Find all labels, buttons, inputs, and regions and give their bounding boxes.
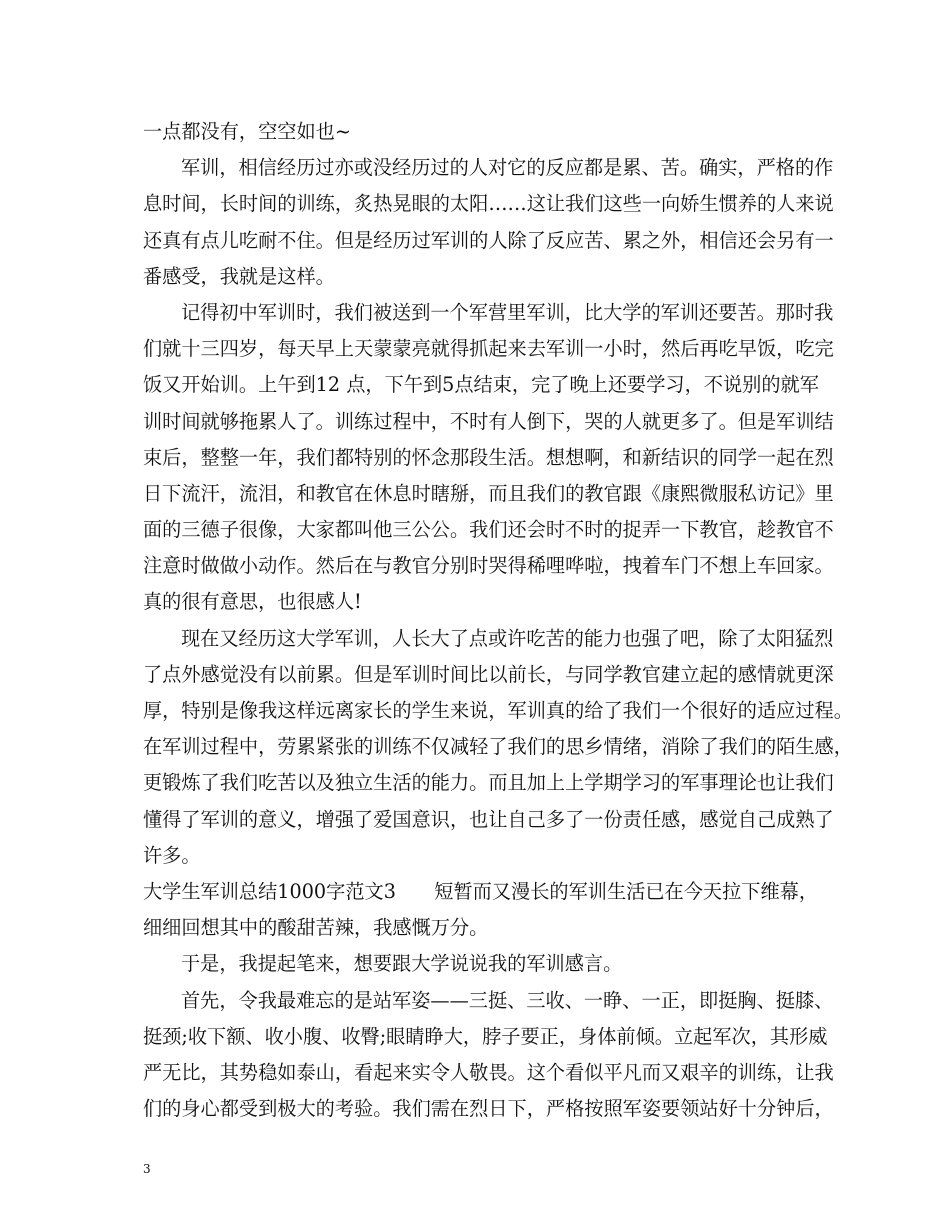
page-number: 3 — [143, 1162, 151, 1176]
text-line: 严无比，其势稳如泰山，看起来实令人敬畏。这个看似平凡而又艰辛的训练，让我 — [143, 1060, 834, 1084]
text-line: 还真有点儿吃耐不住。但是经历过军训的人除了反应苦、累之外，相信还会另有一 — [143, 228, 834, 252]
text-line: 息时间，长时间的训练，炙热晃眼的太阳……这让我们这些一向娇生惯养的人来说 — [143, 192, 834, 216]
section-heading-line: 大学生军训总结1000字范文3 短暂而又漫长的军训生活已在今天拉下维幕， — [143, 879, 819, 903]
text-line: 面的三德子很像，大家都叫他三公公。我们还会时不时的捉弄一下教官，趁教官不 — [143, 518, 834, 542]
paragraph-start-line: 首先，令我最难忘的是站军姿——三挺、三收、一睁、一正，即挺胸、挺膝、 — [181, 988, 834, 1012]
text-line: 们就十三四岁，每天早上天蒙蒙亮就得抓起来去军训一小时，然后再吃早饭，吃完 — [143, 337, 834, 361]
text-line: 训时间就够拖累人了。训练过程中，不时有人倒下，哭的人就更多了。但是军训结 — [143, 409, 834, 433]
text-line: 细细回想其中的酸甜苦辣，我感慨万分。 — [143, 916, 489, 940]
text-line: 厚，特别是像我这样远离家长的学生来说，军训真的给了我们一个很好的适应过程。 — [143, 699, 853, 722]
text-line: 了点外感觉没有以前累。但是军训时间比以前长，与同学教官建立起的感情就更深 — [143, 662, 834, 686]
text-line: 番感受，我就是这样。 — [143, 264, 335, 288]
document-body — [143, 114, 853, 1127]
text-line: 挺颈;收下额、收小腹、收臀;眼睛睁大，脖子要正，身体前倾。立起军次，其形威 — [143, 1024, 828, 1048]
text-line: 真的很有意思，也很感人! — [143, 590, 362, 614]
text-line: 束后，整整一年，我们都特别的怀念那段生活。想想啊，和新结识的同学一起在烈 — [143, 445, 834, 469]
text-line: 饭又开始训。上午到12 点，下午到5点结束，完了晚上还要学习，不说别的就军 — [143, 373, 819, 397]
text-line: 日下流汗，流泪，和教官在休息时瞎掰，而且我们的教官跟《康熙微服私访记》里 — [143, 481, 834, 505]
text-line: 懂得了军训的意义，增强了爱国意识，也让自己多了一份责任感，感觉自己成熟了 — [143, 807, 834, 831]
paragraph-start-line: 现在又经历这大学军训，人长大了点或许吃苦的能力也强了吧，除了太阳猛烈 — [181, 626, 834, 650]
text-line: 注意时做做小动作。然后在与教官分别时哭得稀哩哗啦，拽着车门不想上车回家。 — [143, 554, 834, 578]
paragraph-start-line: 于是，我提起笔来，想要跟大学说说我的军训感言。 — [181, 952, 623, 976]
paragraph-start-line: 军训，相信经历过亦或没经历过的人对它的反应都是累、苦。确实，严格的作 — [181, 156, 834, 180]
text-line: 在军训过程中，劳累紧张的训练不仅减轻了我们的思乡情绪，消除了我们的陌生感， — [143, 735, 853, 759]
paragraph-start-line: 记得初中军训时，我们被送到一个军营里军训，比大学的军训还要苦。那时我 — [181, 300, 834, 324]
text-line: 更锻炼了我们吃苦以及独立生活的能力。而且加上上学期学习的军事理论也让我们 — [143, 771, 834, 795]
text-line: 许多。 — [143, 843, 201, 867]
text-line: 一点都没有，空空如也~ — [143, 120, 351, 143]
text-line: 们的身心都受到极大的考验。我们需在烈日下，严格按照军姿要领站好十分钟后， — [143, 1097, 834, 1121]
